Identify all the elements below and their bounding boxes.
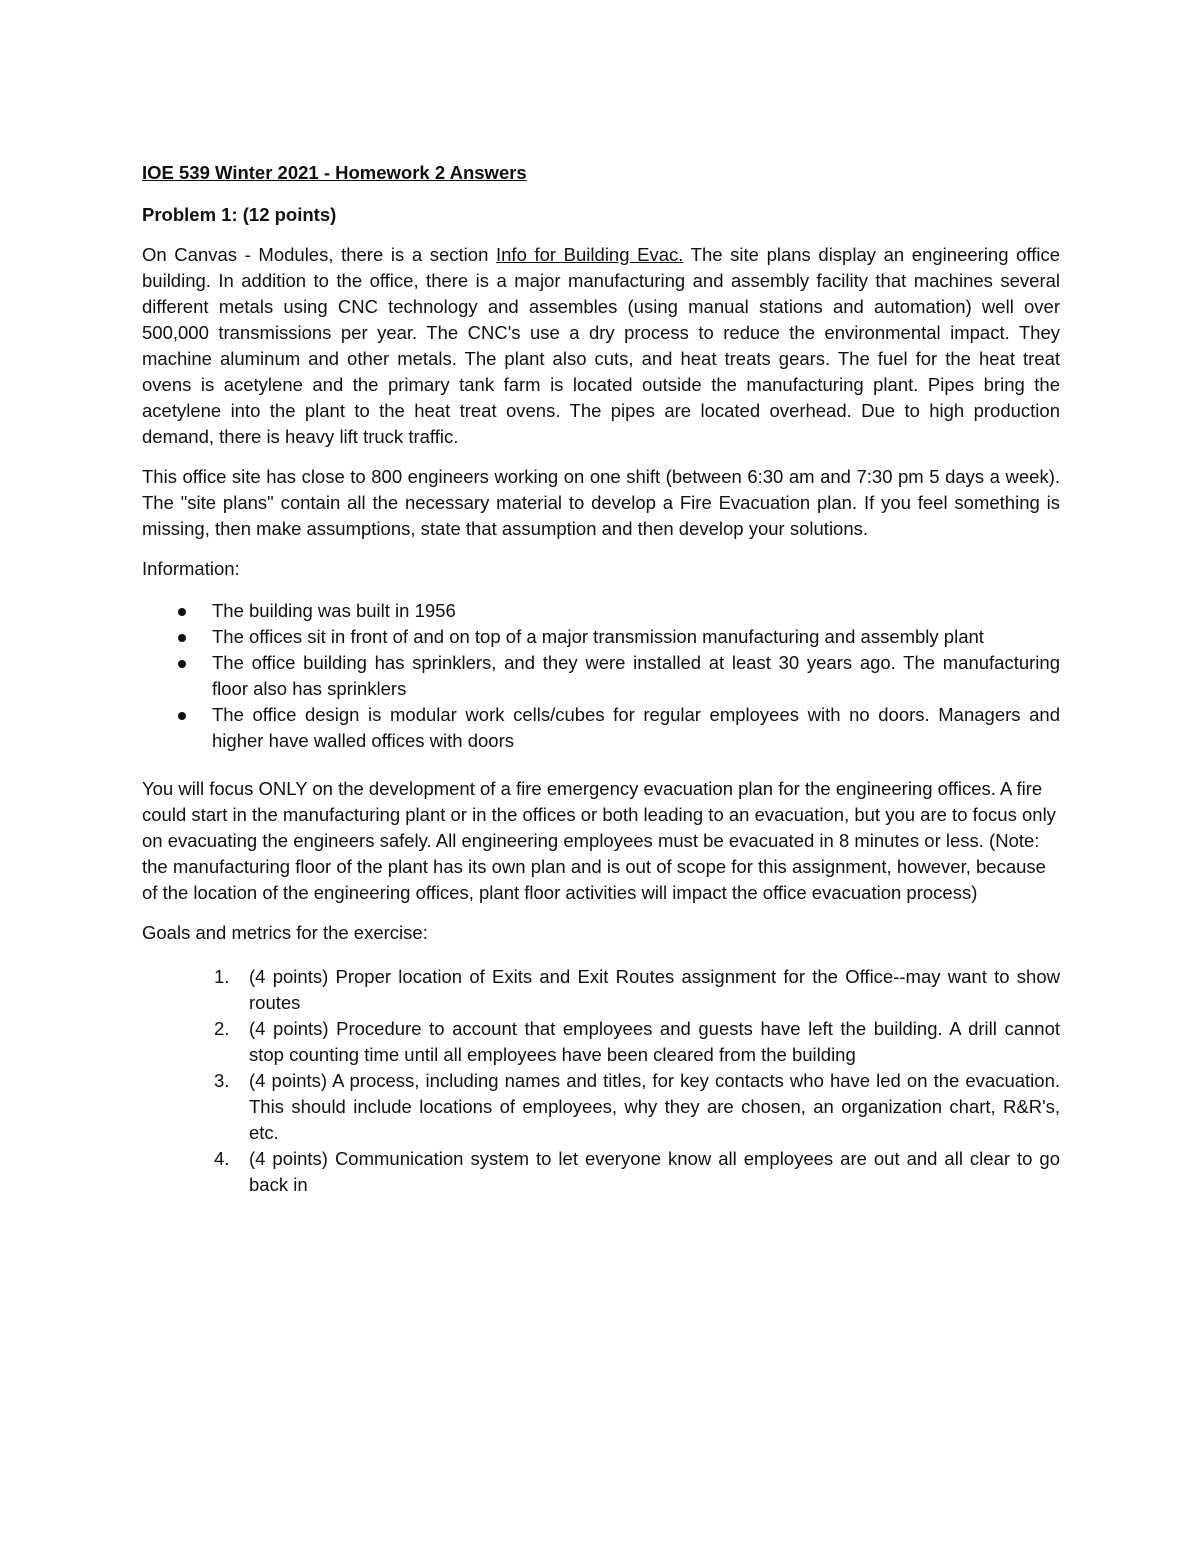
document-body	[142, 160, 1060, 1198]
bullet-icon	[178, 634, 186, 642]
list-item-text: The office building has sprinklers, and they were installed at least 30 years ago. The manufacturing floor also has sprinklers	[212, 652, 1060, 699]
goal-number: 3.	[214, 1070, 230, 1091]
goal-item	[142, 964, 1060, 1016]
bullet-icon	[178, 608, 186, 616]
goal-number: 1.	[214, 966, 230, 987]
goal-number: 2.	[214, 1018, 230, 1039]
list-item-text: The offices sit in front of and on top of a major transmission manufacturing and assembly plant	[212, 626, 984, 647]
bullet-icon	[178, 712, 186, 720]
intro-paragraph	[142, 242, 1060, 450]
information-list	[142, 598, 1060, 754]
list-item-text: The office design is modular work cells/cubes for regular employees with no doors. Managers and higher have walled offices with doors	[212, 704, 1060, 751]
goal-text: (4 points) Proper location of Exits and Exit Routes assignment for the Office--may want to show routes	[249, 966, 1060, 1013]
goal-text: (4 points) Procedure to account that employees and guests have left the building. A drill cannot stop counting time until all employees have been cleared from the building	[249, 1018, 1060, 1065]
list-item	[142, 624, 1060, 650]
intro-text-after-link: The site plans display an engineering office building. In addition to the office, there is a major manufacturing and assembly facility that machines several different metals using CNC technology and assembles (using manual stations and automation) well over 500,000 transmissions per year. The CNC's use a dry process to reduce the environmental impact. They machine aluminum and other metals. The plant also cuts, and heat treats gears. The fuel for the heat treat ovens is acetylene and the primary tank farm is located outside the manufacturing plant. Pipes bring the acetylene into the plant to the heat treat ovens. The pipes are located overhead. Due to high production demand, there is heavy lift truck traffic.	[142, 244, 1060, 447]
document-title: IOE 539 Winter 2021 - Homework 2 Answers	[142, 162, 527, 183]
list-item	[142, 598, 1060, 624]
bullet-icon	[178, 660, 186, 668]
intro-text-before-link: On Canvas - Modules, there is a section	[142, 244, 496, 265]
focus-paragraph: You will focus ONLY on the development of a fire emergency evacuation plan for the engineering offices. A fire could start in the manufacturing plant or in the offices or both leading to an evacuation, but you are to focus only on evacuating the engineers safely. All engineering employees must be evacuated in 8 minutes or less. (Note: the manufacturing floor of the plant has its own plan and is out of scope for this assignment, however, because of the location of the engineering offices, plant floor activities will impact the office evacuation process)	[142, 778, 1056, 903]
goal-item	[142, 1016, 1060, 1068]
goal-number: 4.	[214, 1148, 230, 1169]
list-item-text: The building was built in 1956	[212, 600, 456, 621]
problem-heading: Problem 1: (12 points)	[142, 204, 337, 225]
goal-text: (4 points) A process, including names and titles, for key contacts who have led on the evacuation. This should include locations of employees, why they are chosen, an organization chart, R&R's, etc.	[249, 1070, 1060, 1143]
goals-label: Goals and metrics for the exercise:	[142, 922, 428, 943]
list-item	[142, 650, 1060, 702]
information-label: Information:	[142, 558, 240, 579]
goal-item	[142, 1146, 1060, 1198]
goal-text: (4 points) Communication system to let everyone know all employees are out and all clear to go back in	[249, 1148, 1060, 1195]
goals-list	[142, 964, 1060, 1198]
list-item	[142, 702, 1060, 754]
site-paragraph: This office site has close to 800 engineers working on one shift (between 6:30 am and 7:30 pm 5 days a week). The "site plans" contain all the necessary material to develop a Fire Evacuation plan. If you feel something is missing, then make assumptions, state that assumption and then develop your solutions.	[142, 466, 1060, 539]
building-evac-link[interactable]: Info for Building Evac.	[496, 244, 684, 265]
goal-item	[142, 1068, 1060, 1146]
